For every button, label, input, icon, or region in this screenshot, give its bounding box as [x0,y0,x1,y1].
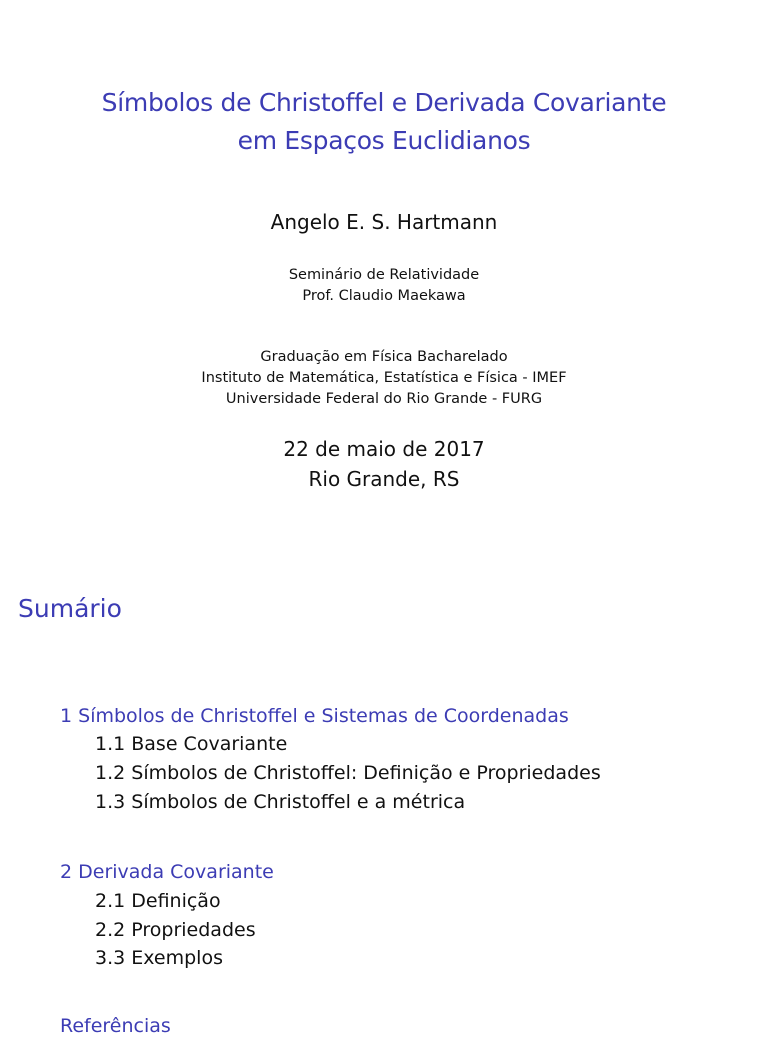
toc-subsection-1-2[interactable]: 1.2 Símbolos de Christoffel: Definição e Propriedades [95,762,601,784]
summary-title: Sumário [18,594,122,623]
toc-subsection-1-1[interactable]: 1.1 Base Covariante [95,733,288,755]
toc-section-1[interactable]: 1 Símbolos de Christoffel e Sistemas de Coordenadas [60,705,569,727]
presentation-date: 22 de maio de 2017 [283,437,485,461]
seminar-name: Seminário de Relatividade [288,267,480,283]
toc-section-references[interactable]: Referências [60,1015,171,1037]
toc-subsection-1-3[interactable]: 1.3 Símbolos de Christoffel e a métrica [95,791,466,813]
professor-name: Prof. Claudio Maekawa [302,288,466,304]
title-line-2: em Espaços Euclidianos [237,126,531,155]
author-name: Angelo E. S. Hartmann [270,210,498,234]
toc-subsection-2-1[interactable]: 2.1 Definição [95,890,221,912]
presentation-place: Rio Grande, RS [308,467,460,491]
institution-line-3: Universidade Federal do Rio Grande - FURG [225,391,543,407]
title-line-1: Símbolos de Christoffel e Derivada Covariante [101,88,667,117]
toc-subsection-2-2[interactable]: 2.2 Propriedades [95,919,256,941]
institution-line-2: Instituto de Matemática, Estatística e Física - IMEF [201,370,567,386]
toc-subsection-2-3[interactable]: 3.3 Exemplos [95,947,223,969]
institution-line-1: Graduação em Física Bacharelado [260,349,508,365]
toc-section-2[interactable]: 2 Derivada Covariante [60,861,274,883]
